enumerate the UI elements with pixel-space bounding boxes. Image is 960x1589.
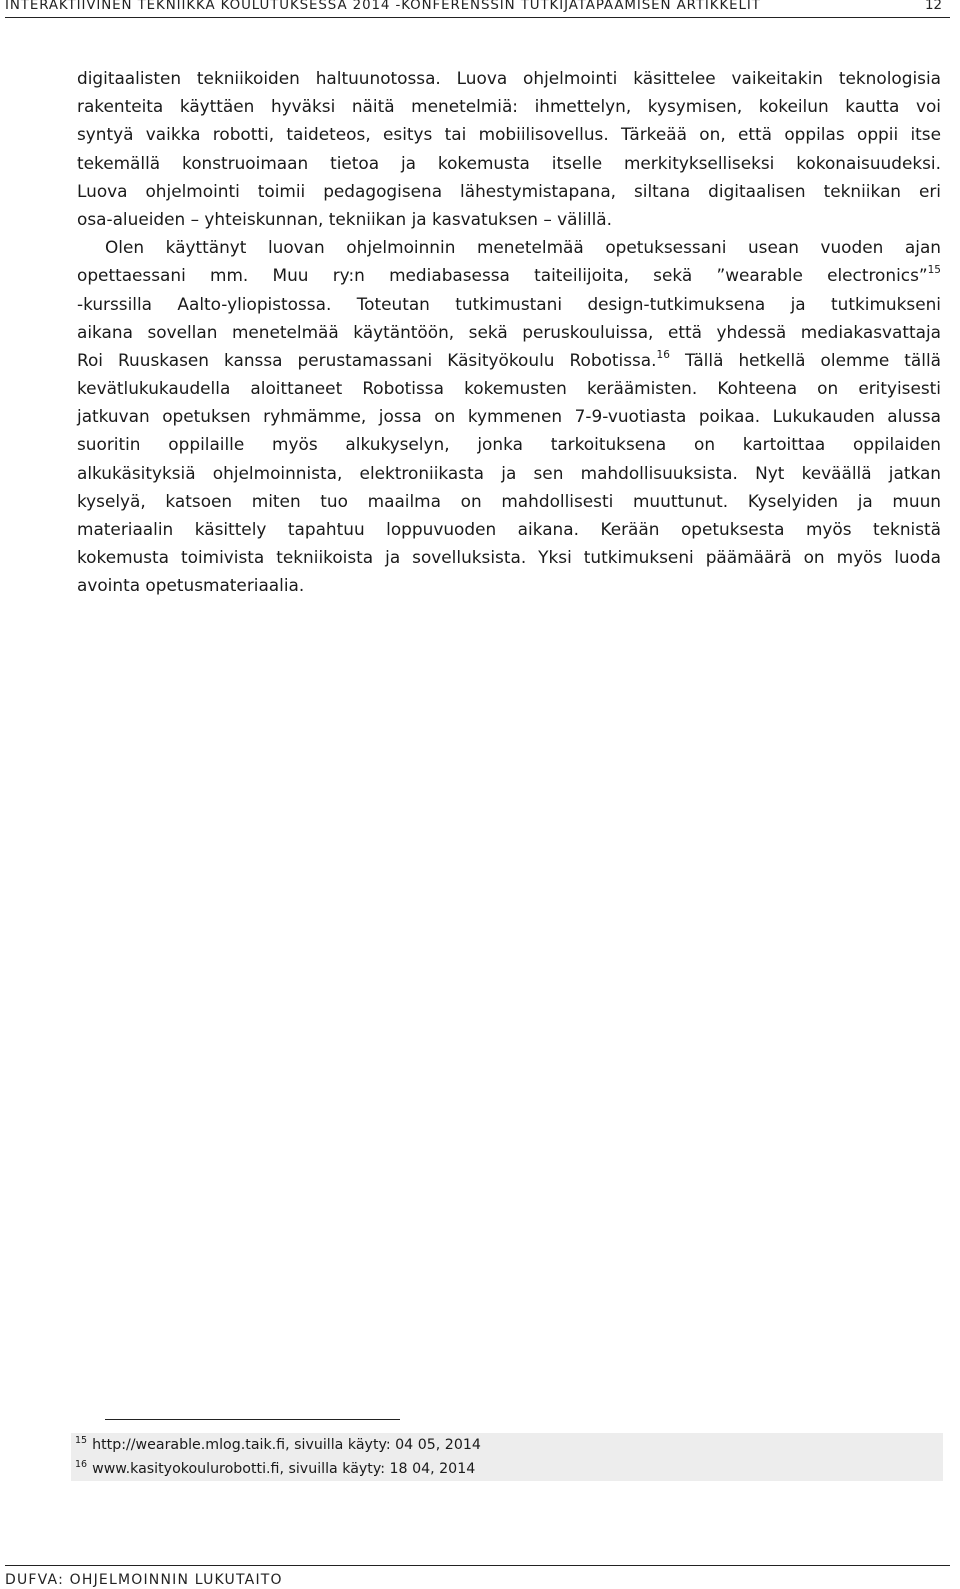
article-body: [77, 64, 941, 600]
body-line: [77, 261, 941, 289]
page-number: 12: [924, 0, 942, 13]
body-line: Luova ohjelmointi toimii pedagogisena lähestymistapana, siltana digitaalisen tekniikan eri: [77, 180, 941, 201]
footnote-ref-16: 16: [656, 348, 670, 361]
body-line: avointa opetusmateriaalia.: [77, 575, 305, 596]
body-line: Olen käyttänyt luovan ohjelmoinnin menetelmää opetuksessani usean vuoden ajan: [105, 237, 941, 258]
body-line: rakenteita käyttäen hyväksi näitä menetelmiä: ihmettelyn, kysymisen, kokeilun kautta voi: [77, 96, 941, 117]
footnote-link[interactable]: http://wearable.mlog.taik.fi, sivuilla käyty: 04 05, 2014: [92, 1437, 481, 1453]
header-title: INTERAKTIIVINEN TEKNIIKKA KOULUTUKSESSA 2014 -KONFERENSSIN TUTKIJATAPAAMISEN ARTIKKELIT: [5, 0, 761, 13]
running-footer: DUFVA: OHJELMOINNIN LUKUTAITO: [5, 1572, 283, 1588]
footer-separator: [5, 1565, 950, 1566]
footnote-number: 16: [75, 1459, 88, 1470]
body-line: alkukäsityksiä ohjelmoinnista, elektroniikasta ja sen mahdollisuuksista. Nyt keväällä jatkan: [77, 462, 941, 483]
body-line: materiaalin käsittely tapahtuu loppuvuoden aikana. Kerään opetuksesta myös teknistä: [77, 519, 941, 539]
body-line: kyselyä, katsoen miten tuo maailma on mahdollisesti muuttunut. Kyselyiden ja muun: [77, 490, 941, 511]
footnote-16: [71, 1457, 943, 1481]
body-line-text: Tällä hetkellä olemme tällä: [684, 349, 942, 370]
footnote-ref-15: 15: [927, 264, 941, 277]
body-line: aikana sovellan menetelmää käytäntöön, sekä peruskouluissa, että yhdessä mediakasvattaja: [77, 321, 941, 342]
body-line: kokemusta toimivista tekniikoista ja sovelluksista. Yksi tutkimukseni päämäärä on myös luoda: [77, 547, 941, 568]
body-line: suoritin oppilaille myös alkukyselyn, jonka tarkoituksena on kartoittaa oppilaiden: [77, 434, 941, 455]
body-line: kevätlukukaudella aloittaneet Robotissa kokemusten keräämisten. Kohteena on erityisesti: [77, 378, 941, 399]
body-line: tekemällä konstruoimaan tietoa ja kokemusta itselle merkitykselliseksi kokonaisuudeksi.: [77, 152, 941, 173]
body-line: syntyä vaikka robotti, taideteos, esitys tai mobiilisovellus. Tärkeää on, että oppilas oppii itse: [77, 124, 941, 145]
body-line: -kurssilla Aalto-yliopistossa. Toteutan tutkimustani design-tutkimuksena ja tutkimukseni: [77, 293, 941, 314]
body-line-text: opettaessani mm. Muu ry:n mediabasessa taiteilijoita, sekä ”wearable electronics”: [77, 265, 928, 286]
running-header: [5, 0, 950, 18]
footnotes: [71, 1433, 943, 1481]
footnote-15: [71, 1433, 943, 1457]
body-line: [77, 346, 941, 374]
body-line: digitaalisten tekniikoiden haltuunotossa. Luova ohjelmointi käsittelee vaikeitakin teknologisia: [77, 68, 941, 88]
footnote-number: 15: [75, 1435, 88, 1446]
footnote-link[interactable]: www.kasityokoulurobotti.fi, sivuilla käyty: 18 04, 2014: [92, 1461, 476, 1477]
body-line: jatkuvan opetuksen ryhmämme, jossa on kymmenen 7-9-vuotiasta poikaa. Lukukauden alussa: [77, 406, 941, 427]
body-line-text: Roi Ruuskasen kanssa perustamassani Käsityökoulu Robotissa.: [77, 349, 657, 370]
body-line: osa-alueiden – yhteiskunnan, tekniikan ja kasvatuksen – välillä.: [77, 208, 613, 229]
footnote-separator: [105, 1419, 400, 1420]
